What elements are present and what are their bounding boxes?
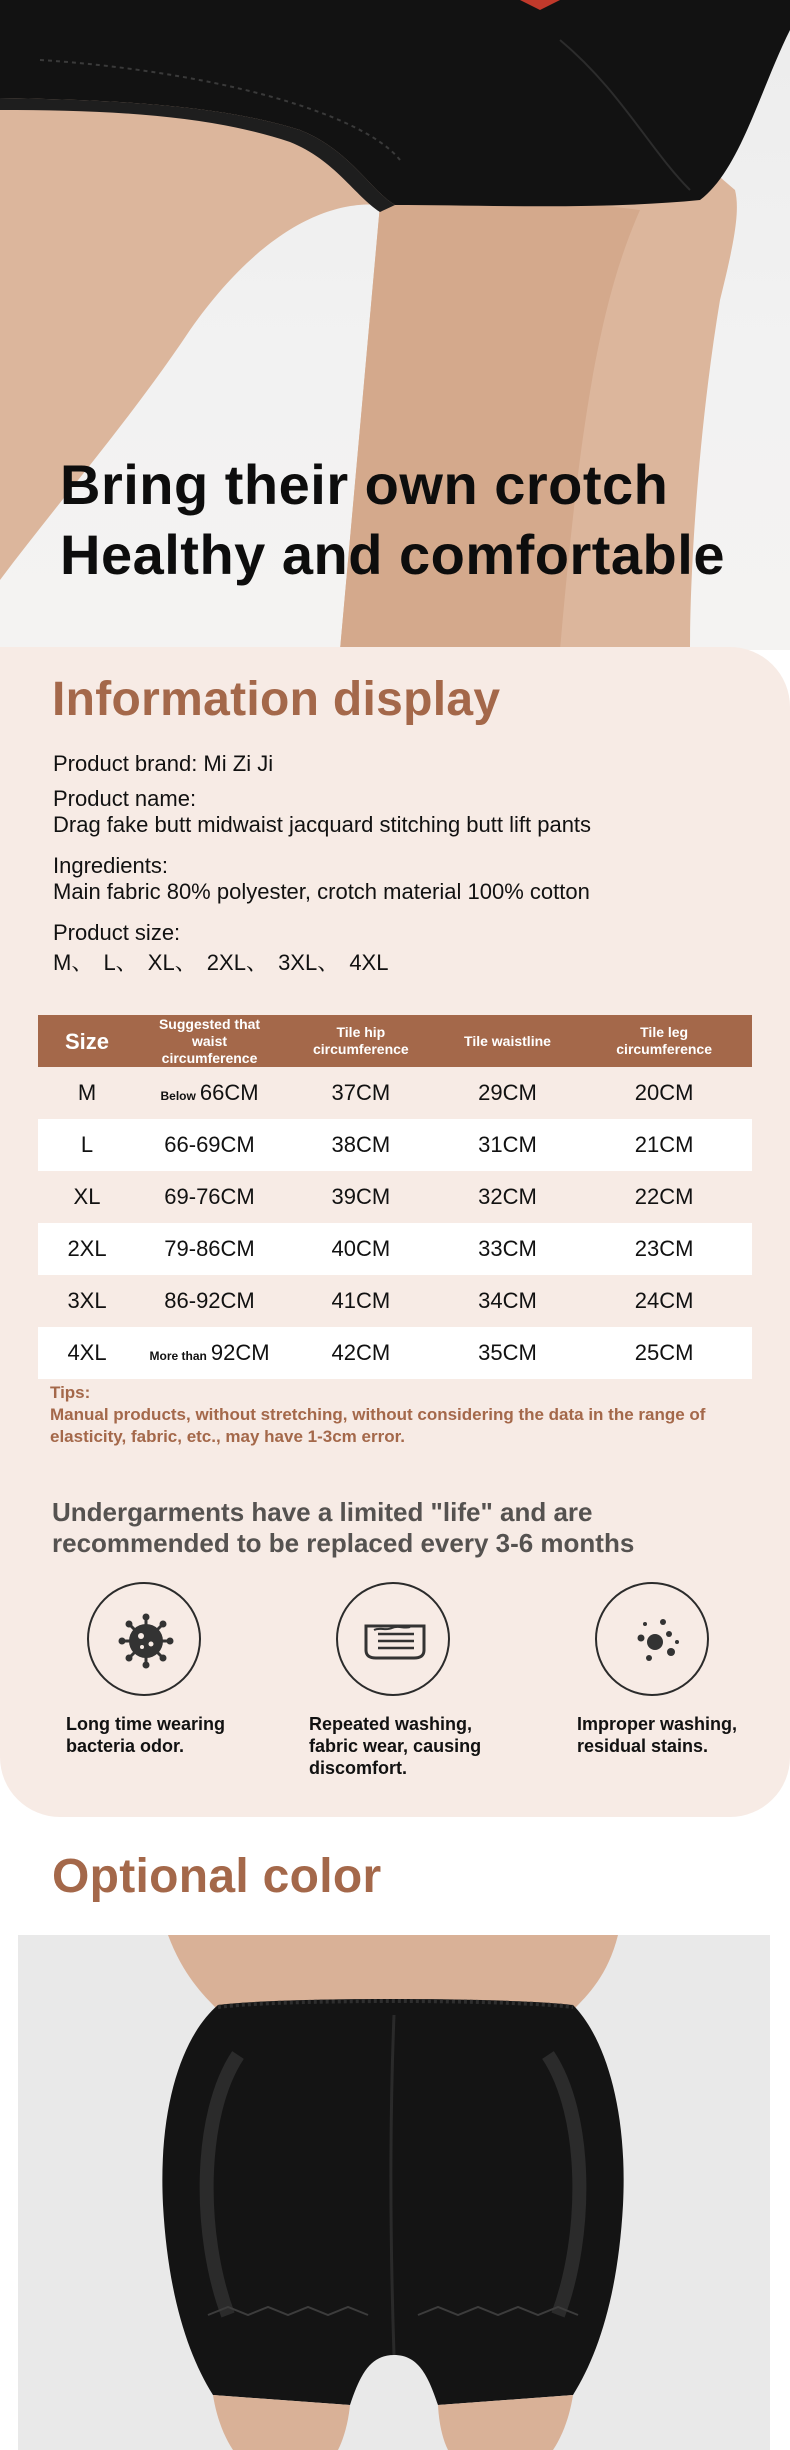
cell-leg: 23CM: [576, 1223, 752, 1275]
header-leg: Tile leg circumference: [576, 1015, 752, 1067]
cell-size: 4XL: [38, 1327, 136, 1379]
cell-leg: 21CM: [576, 1119, 752, 1171]
cell-waist-value: 86-92CM: [164, 1288, 255, 1313]
hero-title: [60, 450, 725, 590]
table-row: [38, 1275, 752, 1327]
cell-waistline: 35CM: [439, 1327, 577, 1379]
bacteria-icon: [87, 1582, 201, 1696]
info-heading: Information display: [52, 673, 501, 726]
cell-size: L: [38, 1119, 136, 1171]
hero-banner: [0, 0, 790, 650]
product-name-label: Product name:: [53, 786, 197, 811]
product-brand: Product brand: Mi Zi Ji: [53, 751, 274, 776]
cell-waist-value: 66-69CM: [164, 1132, 255, 1157]
cell-hip: 40CM: [283, 1223, 439, 1275]
cell-size: M: [38, 1067, 136, 1119]
cell-waist-prefix: More than: [149, 1349, 207, 1363]
tips-note: [50, 1382, 750, 1448]
product-name-value: Drag fake butt midwaist jacquard stitching butt lift pants: [53, 812, 592, 837]
stain-icon: [595, 1582, 709, 1696]
replacement-warning: Undergarments have a limited "life" and are recommended to be replaced every 3-6 months: [52, 1497, 635, 1558]
black-shorts-image: [18, 1935, 770, 2450]
fabric-wear-icon: [336, 1582, 450, 1696]
tips-label: Tips:: [50, 1383, 91, 1402]
tips-text: Manual products, without stretching, without considering the data in the range of elasticity, fabric, etc., may have 1-3cm error.: [50, 1405, 706, 1446]
cell-hip: 37CM: [283, 1067, 439, 1119]
icon-caption-fabric: Repeated washing, fabric wear, causing discomfort.: [309, 1714, 482, 1778]
optional-color-heading: Optional color: [52, 1850, 382, 1903]
cell-waist-prefix: Below: [160, 1089, 196, 1103]
black-color-photo: [18, 1935, 770, 2450]
cell-hip: 41CM: [283, 1275, 439, 1327]
cell-waistline: 31CM: [439, 1119, 577, 1171]
size-table: [38, 1015, 752, 1379]
cell-waistline: 29CM: [439, 1067, 577, 1119]
table-row: [38, 1119, 752, 1171]
header-waistline: Tile waistline: [439, 1015, 577, 1067]
table-row: [38, 1223, 752, 1275]
ingredients-value: Main fabric 80% polyester, crotch material 100% cotton: [53, 879, 590, 904]
cell-waist-value: 69-76CM: [164, 1184, 255, 1209]
cell-waist-value: 66CM: [199, 1080, 259, 1105]
table-row: [38, 1327, 752, 1379]
cell-waistline: 33CM: [439, 1223, 577, 1275]
cell-waist-value: 92CM: [210, 1340, 270, 1365]
icon-caption-stain: Improper washing, residual stains.: [577, 1714, 738, 1756]
cell-waist-value: 79-86CM: [164, 1236, 255, 1261]
cell-hip: 42CM: [283, 1327, 439, 1379]
cell-waist: [136, 1119, 283, 1171]
cell-waistline: 34CM: [439, 1275, 577, 1327]
hero-title-line-2: Healthy and comfortable: [60, 523, 725, 586]
header-hip: Tile hip circumference: [283, 1015, 439, 1067]
cell-waist: [136, 1223, 283, 1275]
cell-leg: 24CM: [576, 1275, 752, 1327]
cell-leg: 25CM: [576, 1327, 752, 1379]
cell-leg: 22CM: [576, 1171, 752, 1223]
cell-size: XL: [38, 1171, 136, 1223]
cell-leg: 20CM: [576, 1067, 752, 1119]
cell-waist: [136, 1327, 283, 1379]
product-size-value: M、 L、 XL、 2XL、 3XL、 4XL: [53, 950, 389, 975]
header-waist: Suggested that waist circumference: [136, 1015, 283, 1067]
header-size: Size: [38, 1015, 136, 1067]
cell-waist: [136, 1067, 283, 1119]
size-table-header: [38, 1015, 752, 1067]
ingredients-label: Ingredients:: [53, 853, 168, 878]
cell-size: 2XL: [38, 1223, 136, 1275]
cell-size: 3XL: [38, 1275, 136, 1327]
cell-hip: 38CM: [283, 1119, 439, 1171]
cell-waist: [136, 1275, 283, 1327]
table-row: [38, 1067, 752, 1119]
icon-caption-bacteria: Long time wearing bacteria odor.: [66, 1714, 226, 1756]
table-row: [38, 1171, 752, 1223]
cell-waistline: 32CM: [439, 1171, 577, 1223]
cell-waist: [136, 1171, 283, 1223]
hero-title-line-1: Bring their own crotch: [60, 453, 669, 516]
product-size-label: Product size:: [53, 920, 181, 945]
cell-hip: 39CM: [283, 1171, 439, 1223]
